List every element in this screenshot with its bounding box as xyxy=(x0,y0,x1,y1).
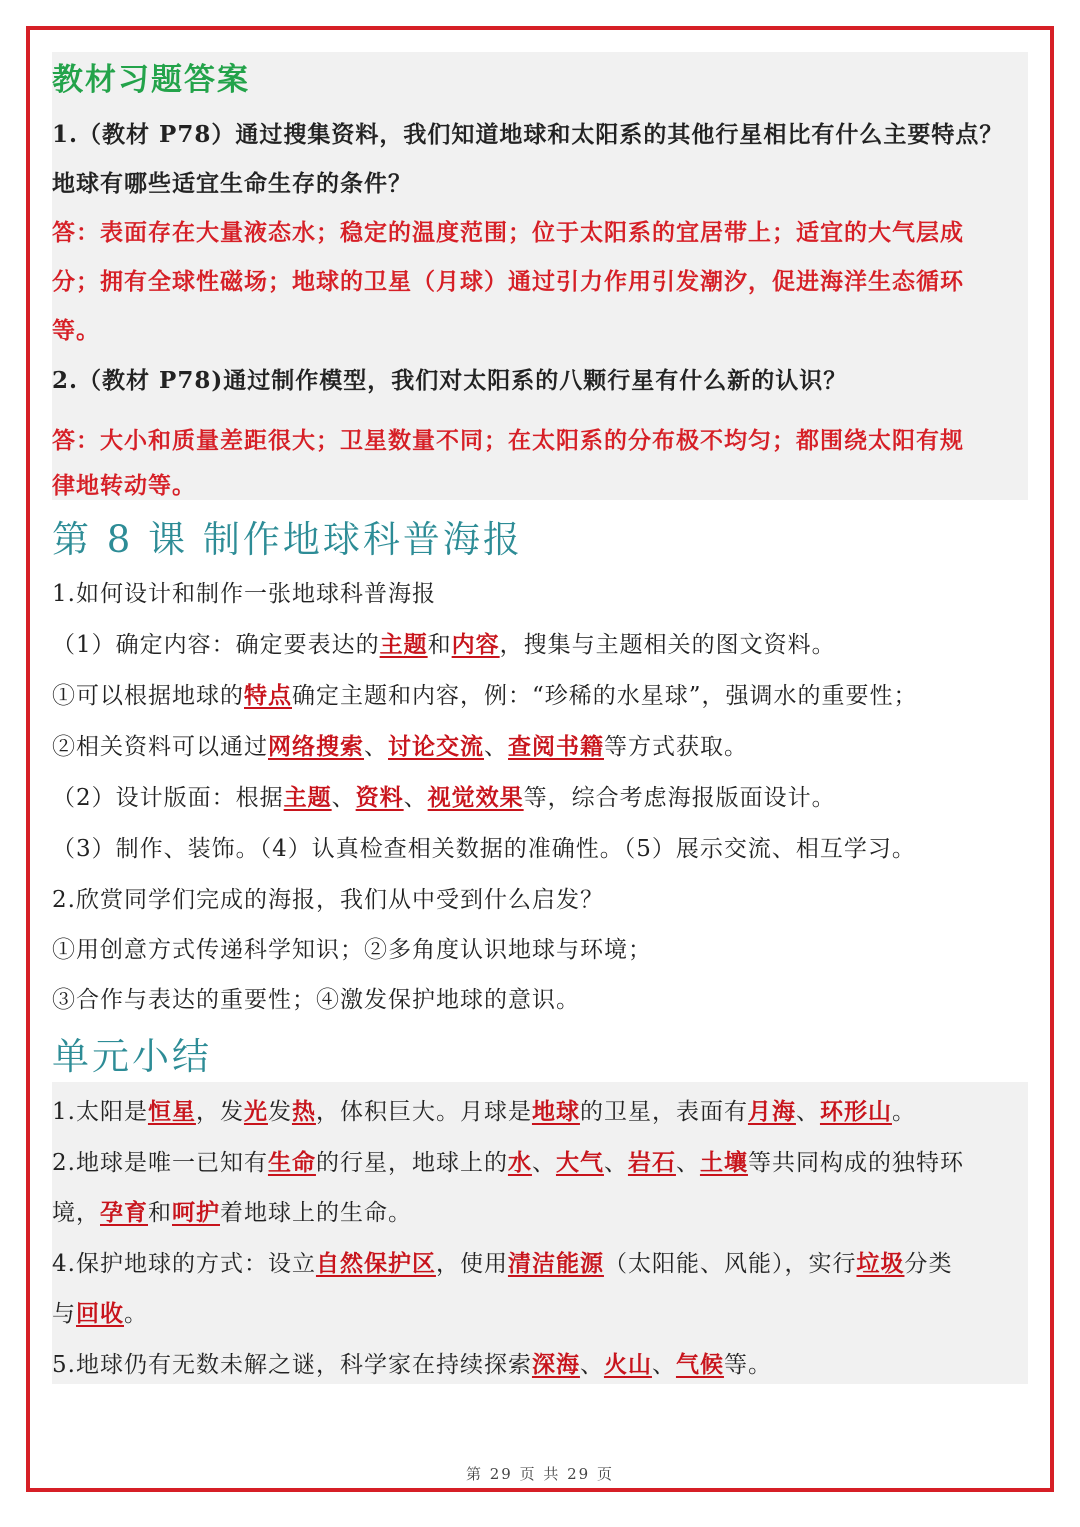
text: 2.地球是唯一已知有 xyxy=(52,1150,268,1176)
keyword: 环形山 xyxy=(819,1098,892,1125)
textbook-answers-heading: 教材习题答案 xyxy=(52,62,250,98)
text: 。 xyxy=(891,1099,916,1125)
text: ，使用 xyxy=(435,1251,508,1277)
lesson8-q2-title: 2.欣赏同学们完成的海报，我们从中受到什么启发？ xyxy=(52,887,604,913)
keyword: 水 xyxy=(507,1149,532,1176)
summary-item4-line2 xyxy=(52,1299,148,1329)
text: 的卫星，表面有 xyxy=(579,1099,748,1125)
keyword: 深海 xyxy=(531,1351,580,1378)
text: 1.太阳是 xyxy=(52,1099,148,1125)
lesson8-q1-title: 1.如何设计和制作一张地球科普海报 xyxy=(52,581,436,607)
keyword: 生命 xyxy=(267,1149,316,1176)
text: 发 xyxy=(267,1099,292,1125)
text: ①可以根据地球的 xyxy=(52,683,244,709)
keyword: 气候 xyxy=(675,1351,724,1378)
text: 等共同构成的独特环 xyxy=(747,1150,964,1176)
lesson8-heading: 第 8 课 制作地球科普海报 xyxy=(52,518,523,561)
keyword: 主题 xyxy=(379,631,428,658)
keyword: 回收 xyxy=(76,1300,124,1327)
lesson8-step1 xyxy=(52,630,836,660)
summary-item2-line1 xyxy=(52,1148,964,1178)
text: ②相关资料可以通过 xyxy=(52,734,268,760)
lesson8-step2 xyxy=(52,783,836,813)
answer-text: 大小和质量差距很大；卫星数量不同；在太阳系的分布极不均匀；都围绕太阳有规 xyxy=(100,427,964,454)
summary-item5 xyxy=(52,1350,772,1380)
keyword: 讨论交流 xyxy=(388,733,484,760)
keyword: 内容 xyxy=(451,631,500,658)
separator: 、 xyxy=(603,1150,628,1176)
summary-item4-line1 xyxy=(52,1249,952,1279)
separator: 、 xyxy=(651,1352,676,1378)
q2-line1: 2.（教材 P78)通过制作模型，我们对太阳系的八颗行星有什么新的认识？ xyxy=(52,367,848,394)
keyword: 自然保护区 xyxy=(315,1250,436,1277)
q1-line2: 地球有哪些适宜生命生存的条件？ xyxy=(52,170,412,197)
summary-item2-line2 xyxy=(52,1198,412,1228)
q1-line1: 1.（教材 P78）通过搜集资料，我们知道地球和太阳系的其他行星相比有什么主要特点？ xyxy=(52,121,1004,148)
text: （2）设计版面：根据 xyxy=(52,785,284,811)
keyword: 热 xyxy=(291,1098,316,1125)
text: 确定主题和内容，例：“珍稀的水星球”，强调水的重要性； xyxy=(292,683,918,709)
answer-text: 表面存在大量液态水；稳定的温度范围；位于太阳系的宜居带上；适宜的大气层成 xyxy=(100,219,964,246)
keyword: 资料 xyxy=(355,784,404,811)
text: 境， xyxy=(52,1200,100,1226)
lesson8-insight1: ①用创意方式传递科学知识；②多角度认识地球与环境； xyxy=(52,937,652,963)
text: 分类 xyxy=(904,1251,953,1277)
text: 4.保护地球的方式：设立 xyxy=(52,1251,316,1277)
keyword: 火山 xyxy=(603,1351,652,1378)
keyword: 视觉效果 xyxy=(427,784,524,811)
separator: 、 xyxy=(579,1352,604,1378)
keyword: 恒星 xyxy=(147,1098,196,1125)
text: 等，综合考虑海报版面设计。 xyxy=(523,785,836,811)
text: 。 xyxy=(124,1301,148,1327)
text: ，体积巨大。月球是 xyxy=(315,1099,532,1125)
q2-answer-line1 xyxy=(52,426,964,456)
separator: 、 xyxy=(675,1150,700,1176)
separator: 、 xyxy=(531,1150,556,1176)
keyword: 光 xyxy=(243,1098,268,1125)
separator: 、 xyxy=(484,734,508,760)
keyword: 土壤 xyxy=(699,1149,748,1176)
q1-answer-line3: 等。 xyxy=(52,317,100,344)
text: 5.地球仍有无数未解之谜，科学家在持续探索 xyxy=(52,1352,532,1378)
text: 等。 xyxy=(723,1352,772,1378)
keyword: 网络搜索 xyxy=(268,733,364,760)
keyword: 查阅书籍 xyxy=(508,733,604,760)
keyword: 月海 xyxy=(747,1098,796,1125)
q2-answer-line2: 律地转动等。 xyxy=(52,472,196,499)
lesson8-point1 xyxy=(52,681,918,711)
page-number: 第 29 页 共 29 页 xyxy=(465,1465,614,1483)
keyword: 垃圾 xyxy=(856,1250,905,1277)
text: （太阳能、风能），实行 xyxy=(603,1251,857,1277)
keyword: 呵护 xyxy=(172,1199,220,1226)
text: 与 xyxy=(52,1301,76,1327)
keyword: 清洁能源 xyxy=(507,1250,604,1277)
answer-label: 答： xyxy=(52,427,100,454)
summary-block xyxy=(52,1082,1028,1384)
separator: 、 xyxy=(364,734,388,760)
keyword: 特点 xyxy=(244,682,292,709)
text: 和 xyxy=(427,632,452,658)
keyword: 主题 xyxy=(283,784,332,811)
text: ，搜集与主题相关的图文资料。 xyxy=(499,632,836,658)
keyword: 地球 xyxy=(531,1098,580,1125)
q1-answer-line2: 分；拥有全球性磁场；地球的卫星（月球）通过引力作用引发潮汐，促进海洋生态循环 xyxy=(52,268,964,295)
text: 的行星，地球上的 xyxy=(315,1150,508,1176)
summary-item1 xyxy=(52,1097,916,1127)
keyword: 大气 xyxy=(555,1149,604,1176)
text: 着地球上的生命。 xyxy=(220,1200,412,1226)
separator: 、 xyxy=(403,785,428,811)
lesson8-point2 xyxy=(52,732,748,762)
lesson8-insight2: ③合作与表达的重要性；④激发保护地球的意识。 xyxy=(52,987,580,1013)
q1-answer-line1 xyxy=(52,218,964,248)
separator: 、 xyxy=(331,785,356,811)
keyword: 孕育 xyxy=(100,1199,148,1226)
text: 和 xyxy=(148,1200,172,1226)
keyword: 岩石 xyxy=(627,1149,676,1176)
answer-label: 答： xyxy=(52,219,100,246)
summary-heading: 单元小结 xyxy=(52,1035,212,1078)
text: 等方式获取。 xyxy=(604,734,748,760)
text: （1）确定内容：确定要表达的 xyxy=(52,632,380,658)
separator: 、 xyxy=(795,1099,820,1125)
lesson8-step3: （3）制作、装饰。（4）认真检查相关数据的准确性。（5）展示交流、相互学习。 xyxy=(52,836,916,862)
text: ，发 xyxy=(195,1099,244,1125)
